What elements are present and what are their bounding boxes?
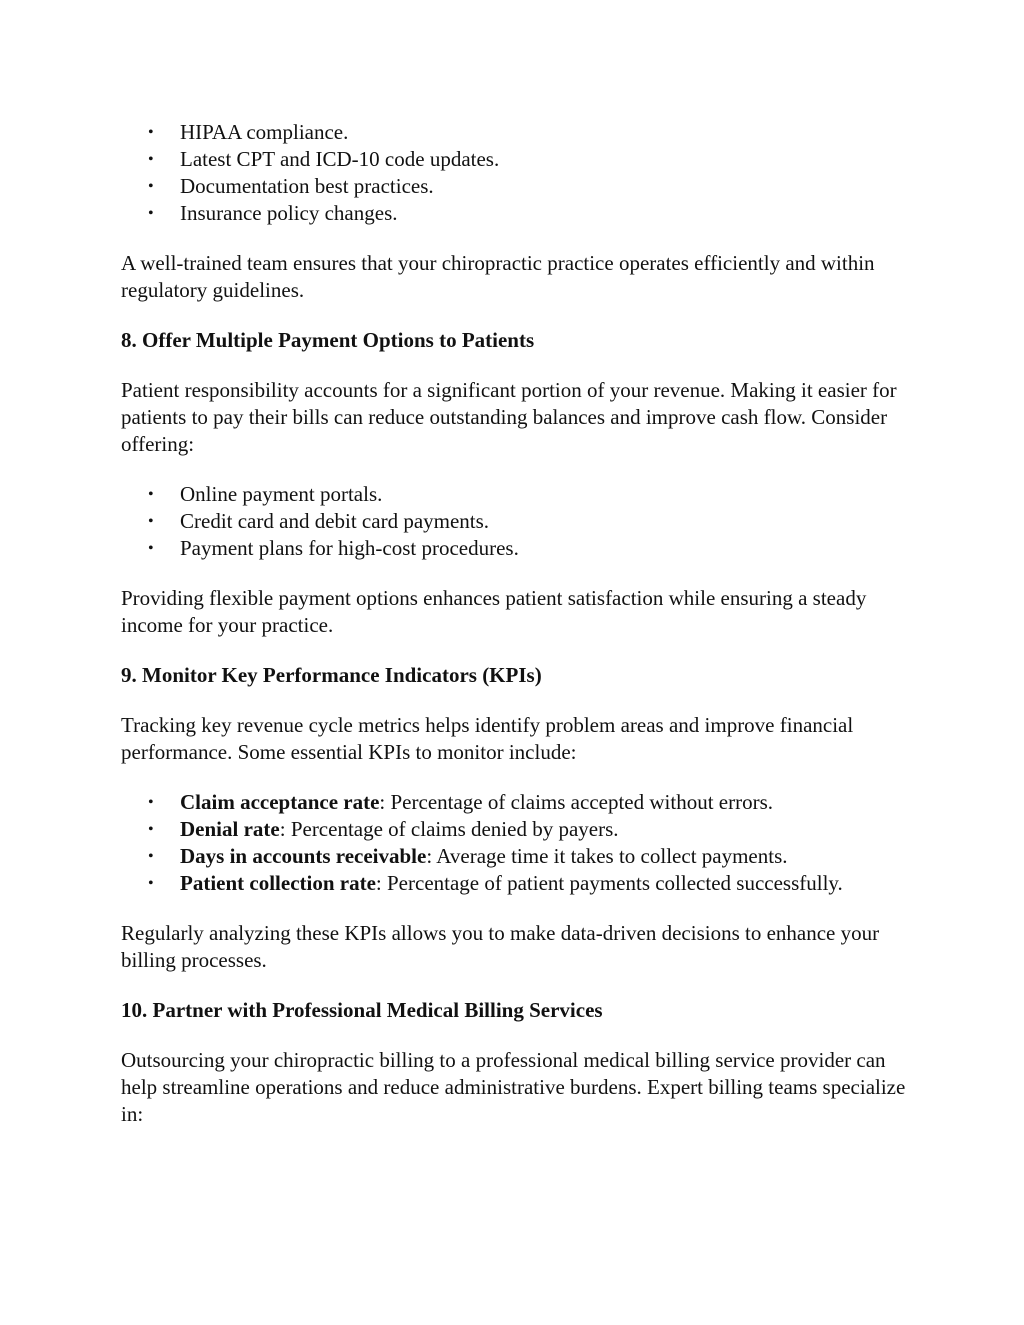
bullet-icon: • [148, 513, 154, 530]
training-topics-list [121, 119, 911, 227]
paragraph: Patient responsibility accounts for a significant portion of your revenue. Making it easier for patients to pay their bills can reduce outstanding balances and improve cash flow. Consider offering: [121, 378, 897, 456]
paragraph: Outsourcing your chiropractic billing to a professional medical billing service provider can help streamline operations and reduce administrative burdens. Expert billing teams specialize in: [121, 1048, 906, 1126]
section-heading-10: 10. Partner with Professional Medical Billing Services [121, 998, 603, 1022]
kpi-list [121, 789, 911, 897]
kpi-description: : Percentage of claims accepted without errors. [379, 790, 774, 814]
list-item: • Payment plans for high-cost procedures. [148, 536, 519, 560]
list-item [148, 870, 911, 897]
list-item: • Documentation best practices. [148, 174, 434, 198]
list-item [148, 789, 911, 816]
document-page [121, 119, 911, 1151]
paragraph: A well-trained team ensures that your chiropractic practice operates efficiently and within regulatory guidelines. [121, 251, 875, 302]
section-heading-8: 8. Offer Multiple Payment Options to Patients [121, 328, 535, 352]
list-item: • Credit card and debit card payments. [148, 509, 490, 533]
paragraph: Tracking key revenue cycle metrics helps identify problem areas and improve financial performance. Some essential KPIs to monitor include: [121, 713, 854, 764]
bullet-icon: • [148, 124, 154, 141]
section-heading-9: 9. Monitor Key Performance Indicators (KPIs) [121, 663, 542, 687]
payment-options-list [121, 481, 911, 562]
kpi-term: Days in accounts receivable [180, 844, 427, 868]
bullet-icon: • [148, 205, 154, 222]
kpi-description: : Percentage of patient payments collected successfully. [375, 871, 843, 895]
kpi-term: Claim acceptance rate [180, 790, 380, 814]
list-item [148, 816, 911, 843]
list-item [148, 843, 911, 870]
bullet-icon: • [148, 821, 154, 838]
kpi-term: Patient collection rate [180, 871, 376, 895]
kpi-term: Denial rate [180, 817, 280, 841]
paragraph: Providing flexible payment options enhances patient satisfaction while ensuring a steady income for your practice. [121, 586, 867, 637]
list-item: • Online payment portals. [148, 482, 383, 506]
list-item: • HIPAA compliance. [148, 120, 349, 144]
bullet-icon: • [148, 875, 154, 892]
list-item: • Latest CPT and ICD-10 code updates. [148, 147, 500, 171]
kpi-description: : Average time it takes to collect payments. [426, 844, 788, 868]
bullet-icon: • [148, 486, 154, 503]
bullet-icon: • [148, 540, 154, 557]
kpi-description: : Percentage of claims denied by payers. [279, 817, 619, 841]
bullet-icon: • [148, 151, 154, 168]
bullet-icon: • [148, 794, 154, 811]
list-item: • Insurance policy changes. [148, 201, 398, 225]
paragraph: Regularly analyzing these KPIs allows you to make data-driven decisions to enhance your billing processes. [121, 921, 880, 972]
bullet-icon: • [148, 178, 154, 195]
bullet-icon: • [148, 848, 154, 865]
